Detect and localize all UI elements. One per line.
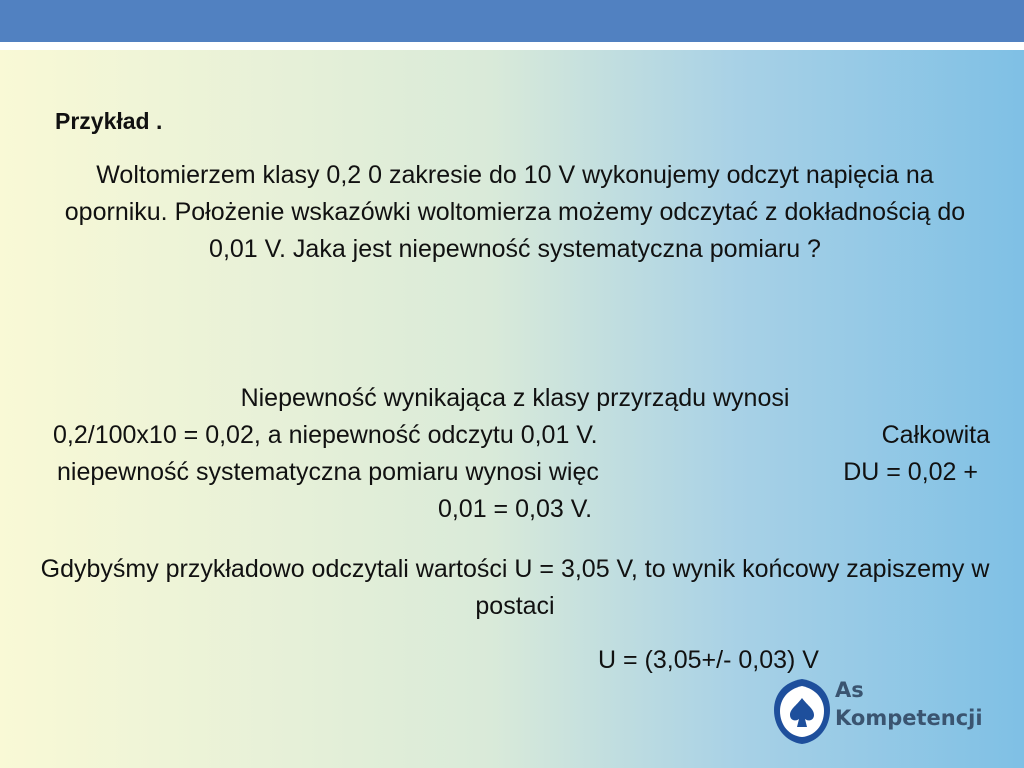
spade-icon	[770, 676, 834, 746]
solution-line-3-right: DU = 0,02 +	[843, 458, 978, 486]
logo-text-kompetencji: Kompetencji	[835, 706, 983, 730]
slide-heading: Przykład .	[55, 108, 163, 134]
solution-paragraph	[40, 380, 990, 528]
example-paragraph: Gdybyśmy przykładowo odczytali wartości U = 3,05 V, to wynik końcowy zapiszemy w postaci	[40, 555, 990, 620]
solution-line-1: Niepewność wynikająca z klasy przyrządu wynosi	[240, 384, 790, 412]
solution-line-2-right: Całkowita	[881, 421, 990, 449]
result-formula: U = (3,05+/- 0,03) V	[598, 646, 819, 674]
solution-line-2	[40, 417, 990, 454]
solution-line-2-left: 0,2/100x10 = 0,02, a niepewność odczytu 0,01 V.	[53, 421, 598, 449]
as-kompetencji-logo	[770, 676, 1010, 746]
solution-line-3-left: niepewność systematyczna pomiaru wynosi więc	[57, 458, 599, 486]
logo-text-as: As	[835, 678, 864, 702]
top-bar	[0, 0, 1024, 42]
solution-line-3	[40, 454, 990, 491]
solution-line-4: 0,01 = 0,03 V.	[437, 495, 593, 523]
problem-paragraph: Woltomierzem klasy 0,2 0 zakresie do 10 V wykonujemy odczyt napięcia na oporniku. Położenie wskazówki woltomierza możemy odczytać z dokładnością do 0,01 V. Jaka jest niepewność systematyczna pomiaru ?	[64, 161, 966, 263]
